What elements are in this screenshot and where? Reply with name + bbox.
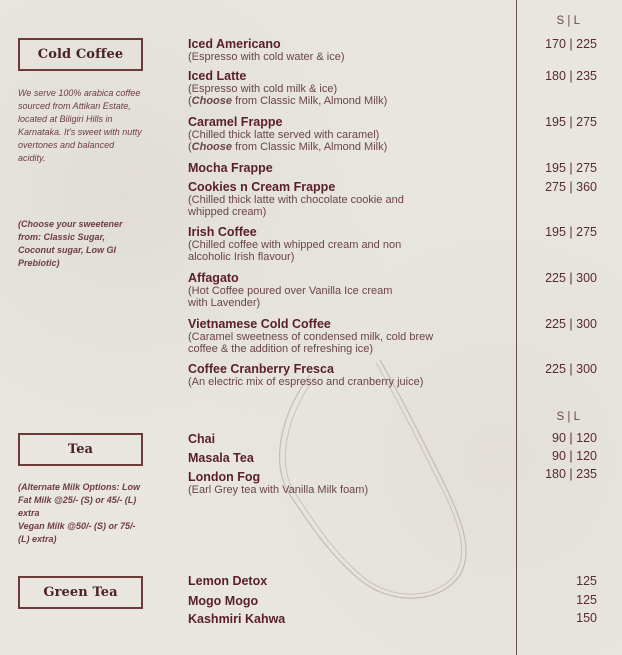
item-name: Lemon Detox — [188, 574, 268, 588]
item-desc-option: (Choose from Classic Milk, Almond Milk) — [188, 140, 388, 153]
item-name: Cookies n Cream Frappe — [188, 180, 336, 194]
item-desc-option-text: from Classic Milk, Almond Milk) — [235, 94, 388, 107]
size-header-cold-coffee: S | L — [556, 15, 580, 27]
item-name: Vietnamese Cold Coffee — [188, 317, 331, 331]
item-name: Caramel Frappe — [188, 115, 283, 129]
menu-item-lemon-detox — [188, 574, 508, 589]
cold-coffee-origin-note: We serve 100% arabica coffee sourced from Attikan Estate, located at Biligiri Hills in Karnataka. It's sweet with nutty overtones and balanced acidity. — [18, 88, 142, 163]
menu-item-iced-latte — [188, 69, 508, 107]
item-price: 180 | 235 — [545, 467, 597, 481]
item-name: Mocha Frappe — [188, 161, 273, 175]
item-price: 225 | 300 — [545, 362, 597, 376]
menu-item-cookies-n-cream-frappe — [188, 180, 508, 218]
item-price: 195 | 275 — [545, 225, 597, 239]
item-name: Chai — [188, 432, 216, 446]
column-divider — [516, 0, 517, 655]
item-price: 225 | 300 — [545, 317, 597, 331]
menu-item-vietnamese-cold-coffee — [188, 317, 508, 355]
menu-item-caramel-frappe — [188, 115, 508, 153]
item-price: 170 | 225 — [545, 37, 597, 51]
sweetener-note: (Choose your sweetener from: Classic Sugar, Coconut sugar, Low GI Prebiotic) — [18, 219, 123, 268]
item-name: Kashmiri Kahwa — [188, 612, 286, 626]
menu-item-masala-tea — [188, 451, 508, 466]
item-desc: with Lavender) — [188, 296, 261, 309]
menu-item-mogo-mogo — [188, 594, 508, 609]
item-name: Irish Coffee — [188, 225, 257, 239]
item-price: 90 | 120 — [552, 431, 597, 445]
item-price: 90 | 120 — [552, 449, 597, 463]
item-desc-option-text: from Classic Milk, Almond Milk) — [235, 140, 388, 153]
item-desc: whipped cream) — [188, 205, 267, 218]
item-name: Masala Tea — [188, 451, 254, 465]
item-price: 125 — [576, 574, 597, 588]
item-desc: (Chilled coffee with whipped cream and non — [188, 239, 402, 251]
item-name: Mogo Mogo — [188, 594, 259, 608]
menu-item-chai — [188, 432, 508, 447]
item-price: 180 | 235 — [545, 69, 597, 83]
section-title-green-tea: Green Tea — [18, 576, 143, 609]
section-title-cold-coffee: Cold Coffee — [18, 38, 143, 71]
section-title-tea: Tea — [18, 433, 143, 466]
item-name: Iced Americano — [188, 37, 281, 51]
menu-item-irish-coffee — [188, 225, 508, 263]
menu-item-mocha-frappe — [188, 161, 508, 176]
item-desc: (Espresso with cold milk & ice) — [188, 83, 338, 95]
item-price: 195 | 275 — [545, 161, 597, 175]
alternate-milk-low-fat: (Alternate Milk Options: Low Fat Milk @25/- (S) or 45/- (L) extra — [18, 482, 141, 518]
item-price: 195 | 275 — [545, 115, 597, 129]
alternate-milk-note — [18, 481, 146, 546]
item-name: Coffee Cranberry Fresca — [188, 362, 334, 376]
item-desc: (Chilled thick latte served with caramel) — [188, 129, 380, 141]
menu-item-kashmiri-kahwa — [188, 612, 508, 627]
item-price: 150 — [576, 611, 597, 625]
item-desc: (Hot Coffee poured over Vanilla Ice cream — [188, 285, 393, 297]
item-name: Affagato — [188, 271, 239, 285]
choose-emphasis: Choose — [191, 94, 233, 107]
menu-item-coffee-cranberry-fresca — [188, 362, 508, 389]
item-price: 225 | 300 — [545, 271, 597, 285]
menu-item-affagato — [188, 271, 508, 309]
item-price: 125 — [576, 593, 597, 607]
item-desc: (An electric mix of espresso and cranberry juice) — [188, 376, 424, 388]
item-desc: coffee & the addition of refreshing ice) — [188, 342, 374, 355]
item-name: Iced Latte — [188, 69, 247, 83]
item-desc: (Chilled thick latte with chocolate cookie and — [188, 194, 404, 206]
size-header-tea: S | L — [556, 411, 580, 423]
item-desc: (Earl Grey tea with Vanilla Milk foam) — [188, 484, 369, 496]
menu-item-london-fog — [188, 470, 508, 497]
item-name: London Fog — [188, 470, 261, 484]
item-desc-option: (Choose from Classic Milk, Almond Milk) — [188, 94, 388, 107]
item-desc: alcoholic Irish flavour) — [188, 250, 295, 263]
alternate-milk-vegan: Vegan Milk @50/- (S) or 75/- (L) extra) — [18, 521, 136, 544]
item-price: 275 | 360 — [545, 180, 597, 194]
menu-item-iced-americano — [188, 37, 508, 64]
choose-emphasis: Choose — [191, 140, 233, 153]
item-desc: (Espresso with cold water & ice) — [188, 51, 345, 63]
item-desc: (Caramel sweetness of condensed milk, cold brew — [188, 331, 434, 343]
